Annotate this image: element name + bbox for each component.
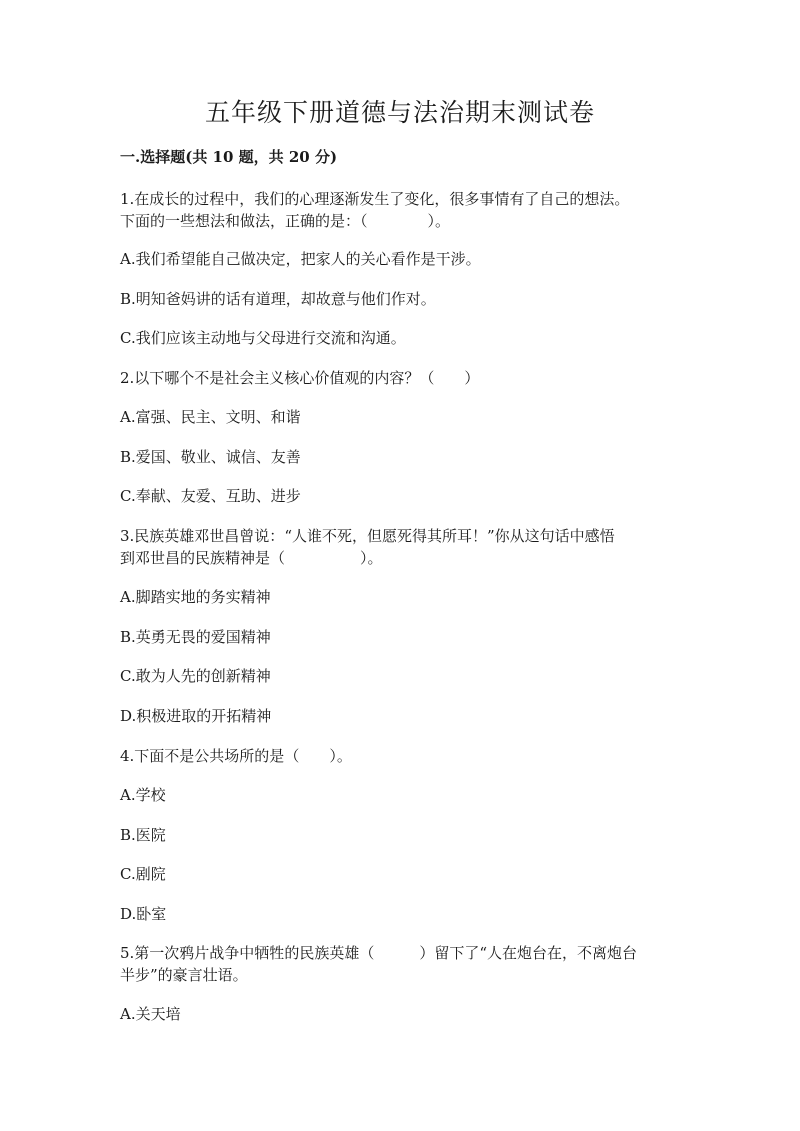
question-3-option-b: B.英勇无畏的爱国精神	[120, 628, 271, 646]
question-1-stem-line-1: 1.在成长的过程中，我们的心理逐渐发生了变化，很多事情有了自己的想法。	[120, 190, 630, 208]
question-3-stem-line-2: 到邓世昌的民族精神是（ ）。	[120, 549, 383, 567]
question-3-option-d: D.积极进取的开拓精神	[120, 707, 272, 725]
question-5-stem-line-2: 半步”的豪言壮语。	[120, 966, 248, 984]
question-4-stem: 4.下面不是公共场所的是（ ）。	[120, 747, 352, 765]
question-3-stem-line-1: 3.民族英雄邓世昌曾说：“人谁不死，但愿死得其所耳！”你从这句话中感悟	[120, 527, 615, 545]
question-1-option-a: A.我们希望能自己做决定，把家人的关心看作是干涉。	[120, 250, 481, 268]
question-2-option-b: B.爱国、敬业、诚信、友善	[120, 448, 301, 466]
question-4-option-b: B.医院	[120, 826, 166, 844]
question-5-stem-line-1: 5.第一次鸦片战争中牺牲的民族英雄（ ）留下了“人在炮台在，不离炮台	[120, 944, 637, 962]
section-heading: 一.选择题(共 10 题，共 20 分)	[120, 148, 338, 166]
question-3-option-c: C.敢为人先的创新精神	[120, 667, 271, 685]
page-title: 五年级下册道德与法治期末测试卷	[204, 98, 595, 127]
question-4-option-d: D.卧室	[120, 905, 167, 923]
question-5-option-a: A.关天培	[120, 1005, 181, 1023]
question-1-stem-line-2: 下面的一些想法和做法，正确的是：（ ）。	[120, 212, 451, 230]
question-1-option-c: C.我们应该主动地与父母进行交流和沟通。	[120, 329, 406, 347]
question-2-option-c: C.奉献、友爱、互助、进步	[120, 487, 301, 505]
question-3-option-a: A.脚踏实地的务实精神	[120, 588, 271, 606]
question-1-option-b: B.明知爸妈讲的话有道理，却故意与他们作对。	[120, 290, 436, 308]
question-4-option-c: C.剧院	[120, 865, 166, 883]
question-4-option-a: A.学校	[120, 786, 166, 804]
question-2-stem: 2.以下哪个不是社会主义核心价值观的内容？（ ）	[120, 369, 480, 387]
question-2-option-a: A.富强、民主、文明、和谐	[120, 408, 301, 426]
